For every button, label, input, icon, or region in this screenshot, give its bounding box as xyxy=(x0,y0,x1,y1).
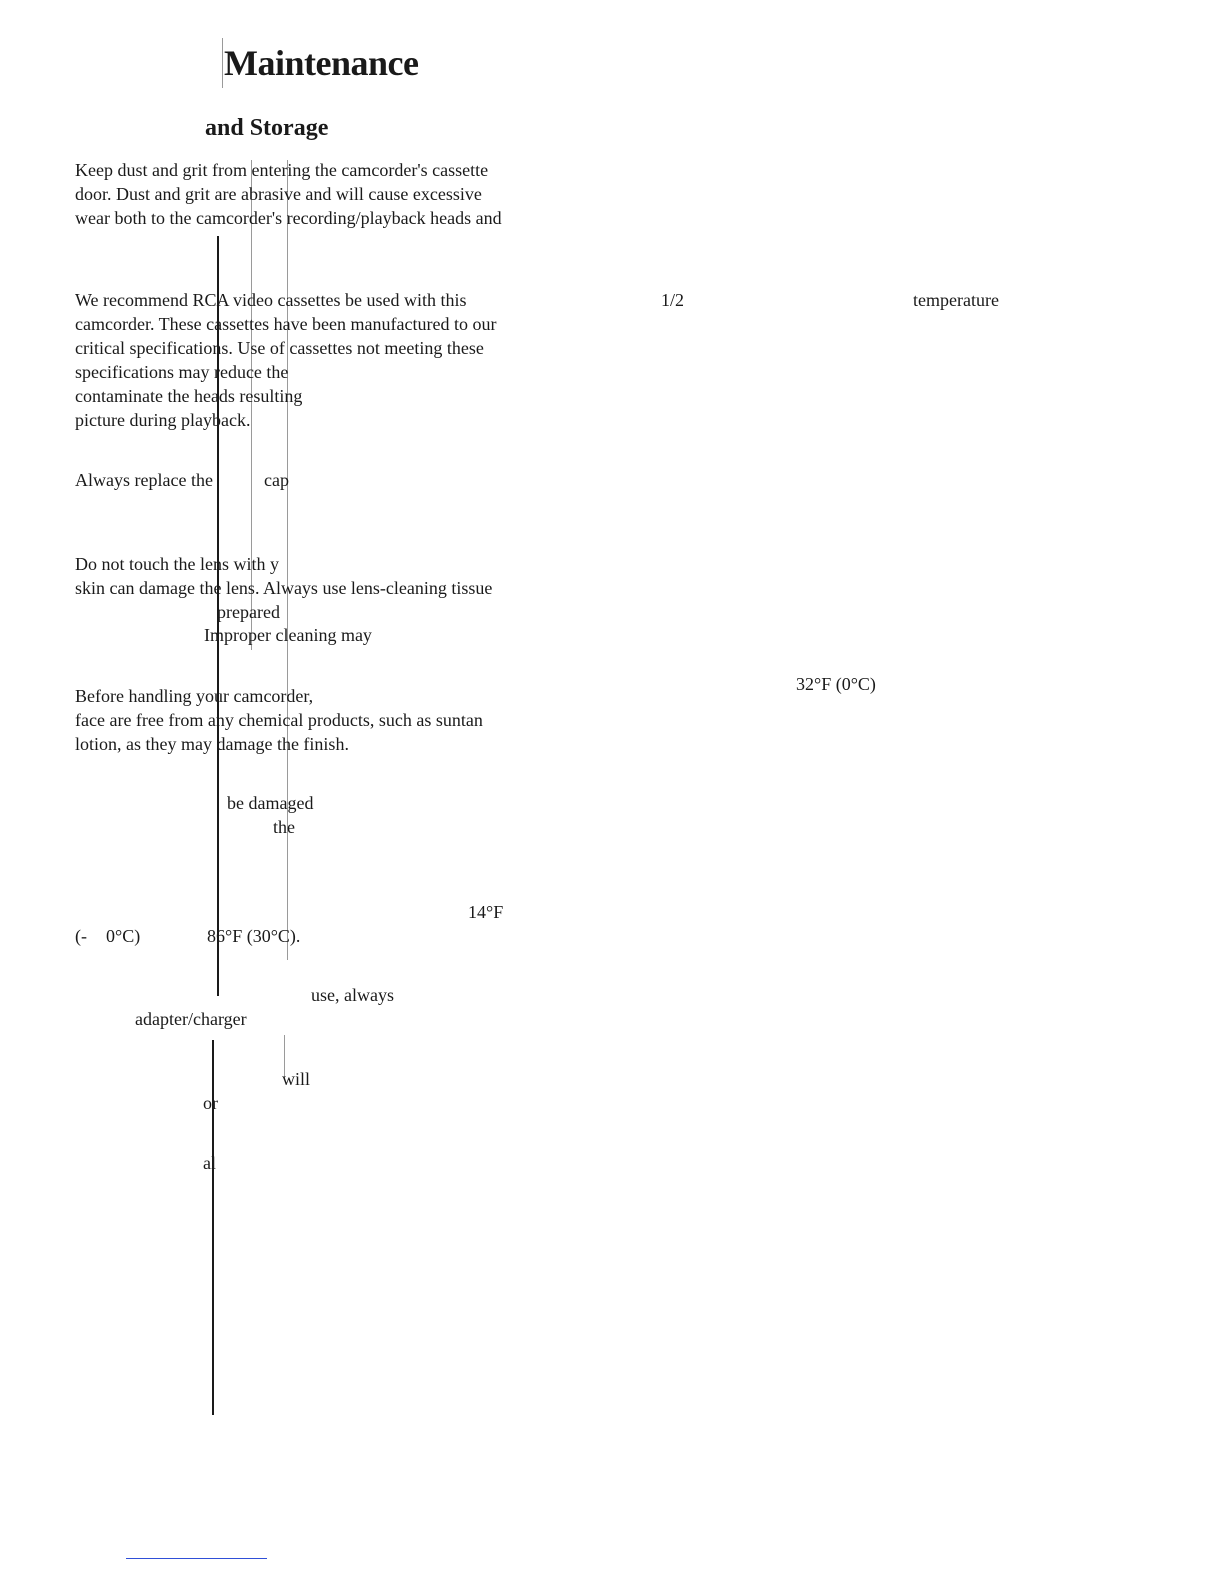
temp-14f: 14°F xyxy=(468,902,504,922)
dust-line-3: wear both to the camcorder's recording/playback heads and xyxy=(75,208,502,228)
adapter-use-always: use, always xyxy=(311,985,394,1005)
cassette-line-1: We recommend RCA video cassettes be used with this xyxy=(75,290,467,310)
cassette-line-3: critical specifications. Use of cassettes not meeting these xyxy=(75,338,484,358)
page-title: Maintenance xyxy=(224,43,419,83)
damaged-fragment-the: the xyxy=(273,817,295,837)
finish-line-1: Before handling your camcorder, xyxy=(75,686,314,706)
cap-line-start: Always replace the xyxy=(75,470,213,490)
adapter-al: al xyxy=(203,1153,216,1173)
right-temperature-label: temperature xyxy=(913,290,999,310)
lens-line-1: Do not touch the lens with y xyxy=(75,554,279,574)
cassette-line-2: camcorder. These cassettes have been manufactured to our xyxy=(75,314,497,334)
temp-minus: (- xyxy=(75,926,87,946)
damaged-fragment: be damaged xyxy=(227,793,314,813)
lens-line-4: Improper cleaning may xyxy=(204,625,372,645)
lens-line-2: skin can damage the lens. Always use lens-cleaning tissue xyxy=(75,578,493,598)
page-subtitle: and Storage xyxy=(205,115,329,141)
adapter-or: or xyxy=(203,1093,218,1113)
temp-0c: 0°C) xyxy=(106,926,141,946)
cap-line-end: cap xyxy=(264,470,289,490)
footer-rule xyxy=(126,1558,267,1559)
scan-line-right xyxy=(287,160,288,960)
adapter-charger: adapter/charger xyxy=(135,1009,247,1029)
cassette-line-6: picture during playback. xyxy=(75,410,251,430)
scan-line-short xyxy=(222,38,223,88)
adapter-will: will xyxy=(282,1069,311,1089)
right-freezing-label: 32°F (0°C) xyxy=(796,674,876,694)
dust-line-2: door. Dust and grit are abrasive and will cause excessive xyxy=(75,184,482,204)
finish-line-2: face are free from any chemical products, such as suntan xyxy=(75,710,483,730)
cassette-line-4: specifications may reduce the xyxy=(75,362,289,382)
right-half-label: 1/2 xyxy=(661,290,685,310)
cassette-line-5: contaminate the heads resulting xyxy=(75,386,303,406)
finish-line-3: lotion, as they may damage the finish. xyxy=(75,734,349,754)
lens-line-3: prepared xyxy=(217,602,280,622)
dust-line-1: Keep dust and grit from entering the camcorder's cassette xyxy=(75,160,489,180)
temp-86f: 86°F (30°C). xyxy=(207,926,301,946)
